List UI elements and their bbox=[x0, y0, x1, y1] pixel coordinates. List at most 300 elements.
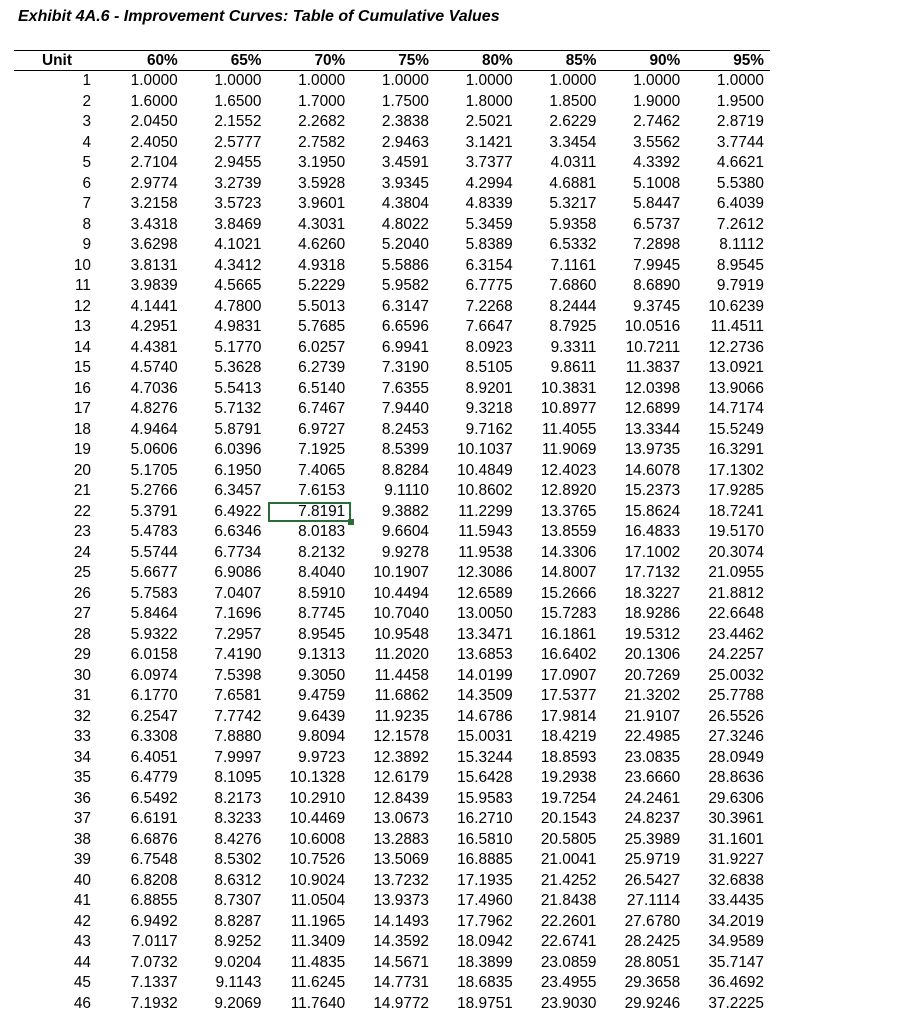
value-cell[interactable]: 1.0000 bbox=[381, 72, 429, 89]
value-cell[interactable]: 6.4922 bbox=[214, 502, 262, 520]
value-cell[interactable]: 6.3308 bbox=[130, 728, 178, 745]
value-cell[interactable]: 9.9278 bbox=[381, 543, 429, 561]
value-cell[interactable]: 5.4783 bbox=[130, 523, 178, 540]
value-cell[interactable]: 17.1002 bbox=[624, 543, 681, 561]
value-cell[interactable]: 4.4381 bbox=[130, 338, 178, 356]
value-cell[interactable]: 9.3745 bbox=[633, 297, 681, 315]
unit-cell[interactable]: 14 bbox=[73, 338, 91, 356]
value-cell[interactable]: 6.1770 bbox=[130, 687, 178, 704]
value-cell[interactable]: 4.3412 bbox=[214, 256, 262, 274]
value-cell[interactable]: 8.1095 bbox=[214, 769, 262, 786]
value-cell[interactable]: 24.2461 bbox=[624, 789, 681, 807]
unit-cell[interactable]: 1 bbox=[82, 72, 91, 89]
value-cell[interactable]: 14.3592 bbox=[373, 933, 429, 950]
value-cell[interactable]: 4.1441 bbox=[130, 297, 178, 315]
value-cell[interactable]: 25.3989 bbox=[624, 830, 681, 848]
value-cell[interactable]: 13.5069 bbox=[373, 851, 429, 868]
value-cell[interactable]: 33.4435 bbox=[708, 892, 764, 909]
unit-cell[interactable]: 9 bbox=[82, 236, 91, 253]
value-cell[interactable]: 4.5740 bbox=[130, 359, 178, 376]
value-cell[interactable]: 5.8389 bbox=[465, 236, 513, 253]
value-cell[interactable]: 6.2547 bbox=[130, 707, 178, 725]
value-cell[interactable]: 11.9235 bbox=[374, 707, 429, 725]
value-cell[interactable]: 6.6191 bbox=[130, 810, 178, 827]
value-cell[interactable]: 4.2994 bbox=[465, 174, 513, 192]
selected-cell[interactable]: 7.8191 bbox=[268, 502, 352, 523]
value-cell[interactable]: 18.3227 bbox=[624, 584, 681, 602]
value-cell[interactable]: 12.8920 bbox=[540, 482, 597, 499]
unit-cell[interactable]: 22 bbox=[73, 502, 91, 520]
value-cell[interactable]: 6.0257 bbox=[298, 338, 346, 356]
value-cell[interactable]: 10.4469 bbox=[289, 810, 346, 827]
value-cell[interactable]: 28.8051 bbox=[624, 953, 681, 971]
value-cell[interactable]: 10.3831 bbox=[540, 379, 597, 397]
value-cell[interactable]: 27.1114 bbox=[626, 892, 681, 909]
value-cell[interactable]: 19.5312 bbox=[624, 625, 681, 643]
value-cell[interactable]: 8.7307 bbox=[214, 892, 262, 909]
value-cell[interactable]: 21.0041 bbox=[540, 851, 597, 868]
value-cell[interactable]: 17.1935 bbox=[457, 871, 513, 889]
value-cell[interactable]: 7.0117 bbox=[131, 933, 178, 950]
unit-cell[interactable]: 23 bbox=[73, 523, 91, 540]
value-cell[interactable]: 16.3291 bbox=[708, 441, 764, 458]
value-cell[interactable]: 3.9839 bbox=[130, 277, 178, 294]
value-cell[interactable]: 22.4985 bbox=[624, 728, 681, 745]
value-cell[interactable]: 3.6298 bbox=[130, 236, 178, 253]
value-cell[interactable]: 5.8447 bbox=[633, 195, 681, 212]
value-cell[interactable]: 3.8131 bbox=[130, 256, 178, 274]
value-cell[interactable]: 7.2268 bbox=[465, 297, 513, 315]
value-cell[interactable]: 7.7742 bbox=[214, 707, 262, 725]
unit-cell[interactable]: 24 bbox=[73, 543, 91, 561]
unit-cell[interactable]: 43 bbox=[73, 933, 91, 950]
value-cell[interactable]: 14.0199 bbox=[457, 666, 513, 684]
unit-cell[interactable]: 12 bbox=[73, 297, 91, 315]
value-cell[interactable]: 17.0907 bbox=[540, 666, 597, 684]
unit-cell[interactable]: 17 bbox=[73, 400, 91, 417]
value-cell[interactable]: 8.7745 bbox=[298, 605, 346, 622]
value-cell[interactable]: 1.0000 bbox=[214, 72, 262, 89]
value-cell[interactable]: 14.3306 bbox=[540, 543, 597, 561]
value-cell[interactable]: 20.3074 bbox=[708, 543, 764, 561]
value-cell[interactable]: 1.0000 bbox=[465, 72, 513, 89]
header-cell-70[interactable]: 70% bbox=[268, 51, 352, 71]
unit-cell[interactable]: 42 bbox=[73, 912, 91, 930]
header-cell-unit[interactable]: Unit bbox=[14, 51, 100, 71]
unit-cell[interactable]: 8 bbox=[82, 215, 91, 233]
value-cell[interactable]: 10.8602 bbox=[457, 482, 513, 499]
value-cell[interactable]: 6.8208 bbox=[130, 871, 178, 889]
value-cell[interactable]: 9.4759 bbox=[298, 687, 346, 704]
value-cell[interactable]: 11.4055 bbox=[542, 420, 597, 438]
value-cell[interactable]: 8.2444 bbox=[549, 297, 597, 315]
value-cell[interactable]: 4.5665 bbox=[214, 277, 262, 294]
value-cell[interactable]: 6.5737 bbox=[633, 215, 681, 233]
value-cell[interactable]: 5.7583 bbox=[130, 584, 178, 602]
value-cell[interactable]: 28.0949 bbox=[708, 748, 764, 766]
value-cell[interactable]: 31.1601 bbox=[708, 830, 764, 848]
value-cell[interactable]: 7.1161 bbox=[550, 256, 597, 274]
value-cell[interactable]: 6.3154 bbox=[465, 256, 513, 274]
value-cell[interactable]: 5.3628 bbox=[214, 359, 262, 376]
value-cell[interactable]: 5.3791 bbox=[130, 502, 178, 520]
value-cell[interactable]: 13.0050 bbox=[457, 605, 513, 622]
value-cell[interactable]: 6.4051 bbox=[130, 748, 178, 766]
value-cell[interactable]: 36.4692 bbox=[708, 974, 764, 991]
value-cell[interactable]: 4.6621 bbox=[716, 154, 764, 171]
unit-cell[interactable]: 4 bbox=[82, 133, 91, 151]
value-cell[interactable]: 1.0000 bbox=[716, 72, 764, 89]
unit-cell[interactable]: 11 bbox=[75, 277, 91, 294]
value-cell[interactable]: 1.0000 bbox=[633, 72, 681, 89]
value-cell[interactable]: 21.8438 bbox=[540, 892, 597, 909]
value-cell[interactable]: 17.1302 bbox=[708, 461, 764, 479]
unit-cell[interactable]: 34 bbox=[73, 748, 91, 766]
value-cell[interactable]: 6.9086 bbox=[214, 564, 262, 581]
value-cell[interactable]: 7.6355 bbox=[381, 379, 429, 397]
value-cell[interactable]: 5.8464 bbox=[130, 605, 178, 622]
value-cell[interactable]: 16.4833 bbox=[624, 523, 681, 540]
value-cell[interactable]: 12.8439 bbox=[373, 789, 429, 807]
unit-cell[interactable]: 6 bbox=[82, 174, 91, 192]
value-cell[interactable]: 7.3190 bbox=[381, 359, 429, 376]
value-cell[interactable]: 6.3457 bbox=[214, 482, 262, 499]
value-cell[interactable]: 11.6862 bbox=[374, 687, 429, 704]
value-cell[interactable]: 4.7036 bbox=[130, 379, 178, 397]
value-cell[interactable]: 2.6229 bbox=[549, 113, 597, 130]
value-cell[interactable]: 37.2225 bbox=[708, 994, 764, 1012]
value-cell[interactable]: 6.6346 bbox=[214, 523, 262, 540]
value-cell[interactable]: 9.1143 bbox=[215, 974, 262, 991]
unit-cell[interactable]: 3 bbox=[82, 113, 91, 130]
value-cell[interactable]: 6.6876 bbox=[130, 830, 178, 848]
value-cell[interactable]: 12.4023 bbox=[540, 461, 597, 479]
value-cell[interactable]: 7.9997 bbox=[214, 748, 262, 766]
value-cell[interactable]: 27.3246 bbox=[708, 728, 764, 745]
value-cell[interactable]: 11.0504 bbox=[290, 892, 346, 909]
unit-cell[interactable]: 2 bbox=[82, 92, 91, 110]
value-cell[interactable]: 6.0396 bbox=[214, 441, 262, 458]
value-cell[interactable]: 4.8022 bbox=[381, 215, 429, 233]
value-cell[interactable]: 3.1421 bbox=[465, 133, 513, 151]
value-cell[interactable]: 1.6500 bbox=[214, 92, 262, 110]
value-cell[interactable]: 3.9345 bbox=[381, 174, 429, 192]
value-cell[interactable]: 23.6660 bbox=[624, 769, 681, 786]
value-cell[interactable]: 9.1313 bbox=[298, 646, 346, 663]
value-cell[interactable]: 6.6596 bbox=[381, 318, 429, 335]
unit-cell[interactable]: 16 bbox=[73, 379, 91, 397]
value-cell[interactable]: 2.5777 bbox=[214, 133, 262, 151]
unit-cell[interactable]: 5 bbox=[82, 154, 91, 171]
value-cell[interactable]: 10.9024 bbox=[289, 871, 346, 889]
value-cell[interactable]: 5.3217 bbox=[549, 195, 597, 212]
value-cell[interactable]: 8.8287 bbox=[214, 912, 262, 930]
value-cell[interactable]: 6.1950 bbox=[214, 461, 262, 479]
value-cell[interactable]: 29.3658 bbox=[624, 974, 681, 991]
value-cell[interactable]: 15.3244 bbox=[457, 748, 513, 766]
value-cell[interactable]: 30.3961 bbox=[708, 810, 764, 827]
unit-cell[interactable]: 31 bbox=[73, 687, 91, 704]
unit-cell[interactable]: 39 bbox=[73, 851, 91, 868]
value-cell[interactable]: 6.7467 bbox=[298, 400, 346, 417]
value-cell[interactable]: 8.5105 bbox=[465, 359, 513, 376]
unit-cell[interactable]: 38 bbox=[73, 830, 91, 848]
value-cell[interactable]: 4.7800 bbox=[214, 297, 262, 315]
value-cell[interactable]: 5.2229 bbox=[298, 277, 346, 294]
value-cell[interactable]: 2.5021 bbox=[465, 113, 513, 130]
value-cell[interactable]: 5.5886 bbox=[381, 256, 429, 274]
header-cell-65[interactable]: 65% bbox=[184, 51, 268, 71]
value-cell[interactable]: 9.0204 bbox=[214, 953, 262, 971]
value-cell[interactable]: 16.8885 bbox=[457, 851, 513, 868]
value-cell[interactable]: 10.0516 bbox=[624, 318, 681, 335]
value-cell[interactable]: 13.6853 bbox=[457, 646, 513, 663]
value-cell[interactable]: 11.2299 bbox=[458, 502, 513, 520]
value-cell[interactable]: 3.7744 bbox=[716, 133, 764, 151]
value-cell[interactable]: 1.9500 bbox=[716, 92, 764, 110]
value-cell[interactable]: 8.5399 bbox=[381, 441, 429, 458]
value-cell[interactable]: 11.1965 bbox=[290, 912, 346, 930]
value-cell[interactable]: 8.5302 bbox=[214, 851, 262, 868]
value-cell[interactable]: 12.6589 bbox=[457, 584, 513, 602]
value-cell[interactable]: 8.9545 bbox=[716, 256, 764, 274]
value-cell[interactable]: 13.3344 bbox=[624, 420, 681, 438]
unit-cell[interactable]: 36 bbox=[73, 789, 91, 807]
value-cell[interactable]: 17.9285 bbox=[708, 482, 764, 499]
value-cell[interactable]: 5.6677 bbox=[130, 564, 178, 581]
value-cell[interactable]: 2.7462 bbox=[633, 113, 681, 130]
value-cell[interactable]: 2.4050 bbox=[130, 133, 178, 151]
value-cell[interactable]: 7.9945 bbox=[633, 256, 681, 274]
value-cell[interactable]: 10.9548 bbox=[373, 625, 429, 643]
value-cell[interactable]: 17.7132 bbox=[624, 564, 681, 581]
value-cell[interactable]: 5.2766 bbox=[130, 482, 178, 499]
unit-cell[interactable]: 29 bbox=[73, 646, 91, 663]
value-cell[interactable]: 12.0398 bbox=[624, 379, 681, 397]
value-cell[interactable]: 18.3899 bbox=[457, 953, 513, 971]
value-cell[interactable]: 16.1861 bbox=[540, 625, 597, 643]
value-cell[interactable]: 21.3202 bbox=[624, 687, 681, 704]
value-cell[interactable]: 11.5943 bbox=[458, 523, 513, 540]
value-cell[interactable]: 13.2883 bbox=[373, 830, 429, 848]
value-cell[interactable]: 25.7788 bbox=[708, 687, 764, 704]
value-cell[interactable]: 2.8719 bbox=[716, 113, 764, 130]
value-cell[interactable]: 9.3311 bbox=[550, 338, 597, 356]
unit-cell[interactable]: 27 bbox=[73, 605, 91, 622]
value-cell[interactable]: 31.9227 bbox=[708, 851, 764, 868]
value-cell[interactable]: 15.7283 bbox=[540, 605, 597, 622]
value-cell[interactable]: 9.1110 bbox=[384, 482, 429, 499]
value-cell[interactable]: 5.1008 bbox=[633, 174, 681, 192]
value-cell[interactable]: 8.9252 bbox=[214, 933, 262, 950]
value-cell[interactable]: 4.2951 bbox=[130, 318, 178, 335]
unit-cell[interactable]: 25 bbox=[73, 564, 91, 581]
value-cell[interactable]: 1.8000 bbox=[465, 92, 513, 110]
value-cell[interactable]: 12.6179 bbox=[373, 769, 429, 786]
value-cell[interactable]: 11.7640 bbox=[290, 994, 346, 1012]
value-cell[interactable]: 12.3892 bbox=[373, 748, 429, 766]
value-cell[interactable]: 13.9066 bbox=[708, 379, 764, 397]
value-cell[interactable]: 24.2257 bbox=[708, 646, 764, 663]
value-cell[interactable]: 8.2173 bbox=[214, 789, 262, 807]
value-cell[interactable]: 10.4494 bbox=[373, 584, 429, 602]
value-cell[interactable]: 9.3218 bbox=[465, 400, 513, 417]
value-cell[interactable]: 25.0032 bbox=[708, 666, 764, 684]
value-cell[interactable]: 7.0732 bbox=[130, 953, 178, 971]
value-cell[interactable]: 14.8007 bbox=[540, 564, 597, 581]
value-cell[interactable]: 14.6078 bbox=[624, 461, 681, 479]
value-cell[interactable]: 5.7132 bbox=[214, 400, 262, 417]
unit-cell[interactable]: 41 bbox=[73, 892, 91, 909]
value-cell[interactable]: 10.8977 bbox=[540, 400, 597, 417]
value-cell[interactable]: 8.5910 bbox=[298, 584, 346, 602]
value-cell[interactable]: 35.7147 bbox=[708, 953, 764, 971]
unit-cell[interactable]: 28 bbox=[73, 625, 91, 643]
value-cell[interactable]: 3.2739 bbox=[214, 174, 262, 192]
value-cell[interactable]: 26.5526 bbox=[708, 707, 764, 725]
value-cell[interactable]: 29.9246 bbox=[624, 994, 681, 1012]
value-cell[interactable]: 19.7254 bbox=[540, 789, 597, 807]
value-cell[interactable]: 2.9463 bbox=[381, 133, 429, 151]
value-cell[interactable]: 8.7925 bbox=[549, 318, 597, 335]
value-cell[interactable]: 5.5013 bbox=[298, 297, 346, 315]
value-cell[interactable]: 10.1037 bbox=[457, 441, 513, 458]
value-cell[interactable]: 3.5723 bbox=[214, 195, 262, 212]
value-cell[interactable]: 4.9318 bbox=[298, 256, 346, 274]
value-cell[interactable]: 7.1696 bbox=[214, 605, 262, 622]
value-cell[interactable]: 3.7377 bbox=[465, 154, 513, 171]
value-cell[interactable]: 5.0606 bbox=[130, 441, 178, 458]
value-cell[interactable]: 10.6008 bbox=[289, 830, 346, 848]
header-cell-60[interactable]: 60% bbox=[100, 51, 184, 71]
value-cell[interactable]: 1.9000 bbox=[633, 92, 681, 110]
value-cell[interactable]: 20.7269 bbox=[624, 666, 681, 684]
value-cell[interactable]: 5.9582 bbox=[381, 277, 429, 294]
value-cell[interactable]: 4.1021 bbox=[214, 236, 262, 253]
value-cell[interactable]: 13.0921 bbox=[708, 359, 764, 376]
value-cell[interactable]: 18.6835 bbox=[457, 974, 513, 991]
value-cell[interactable]: 7.4190 bbox=[214, 646, 262, 663]
value-cell[interactable]: 10.1328 bbox=[289, 769, 346, 786]
value-cell[interactable]: 5.7685 bbox=[298, 318, 346, 335]
value-cell[interactable]: 4.9464 bbox=[130, 420, 178, 438]
value-cell[interactable]: 1.7000 bbox=[298, 92, 346, 110]
unit-cell[interactable]: 21 bbox=[73, 482, 91, 499]
value-cell[interactable]: 9.6604 bbox=[381, 523, 429, 540]
value-cell[interactable]: 17.9814 bbox=[540, 707, 597, 725]
value-cell[interactable]: 3.3454 bbox=[549, 133, 597, 151]
value-cell[interactable]: 4.8276 bbox=[130, 400, 178, 417]
unit-cell[interactable]: 35 bbox=[73, 769, 91, 786]
value-cell[interactable]: 9.2069 bbox=[214, 994, 262, 1012]
value-cell[interactable]: 2.0450 bbox=[130, 113, 178, 130]
value-cell[interactable]: 14.6786 bbox=[457, 707, 513, 725]
value-cell[interactable]: 2.9455 bbox=[214, 154, 262, 171]
value-cell[interactable]: 9.3050 bbox=[298, 666, 346, 684]
value-cell[interactable]: 11.3837 bbox=[625, 359, 681, 376]
value-cell[interactable]: 1.7500 bbox=[381, 92, 429, 110]
value-cell[interactable]: 23.0835 bbox=[624, 748, 681, 766]
value-cell[interactable]: 17.4960 bbox=[457, 892, 513, 909]
value-cell[interactable]: 3.4318 bbox=[130, 215, 178, 233]
header-cell-95[interactable]: 95% bbox=[686, 51, 770, 71]
value-cell[interactable]: 5.5380 bbox=[716, 174, 764, 192]
value-cell[interactable]: 4.6260 bbox=[298, 236, 346, 253]
value-cell[interactable]: 19.2938 bbox=[540, 769, 597, 786]
value-cell[interactable]: 22.2601 bbox=[540, 912, 597, 930]
value-cell[interactable]: 9.8611 bbox=[550, 359, 597, 376]
value-cell[interactable]: 6.0158 bbox=[130, 646, 178, 663]
value-cell[interactable]: 7.6581 bbox=[214, 687, 262, 704]
header-cell-80[interactable]: 80% bbox=[435, 51, 519, 71]
value-cell[interactable]: 20.1306 bbox=[624, 646, 681, 663]
value-cell[interactable]: 13.9373 bbox=[373, 892, 429, 909]
value-cell[interactable]: 11.3409 bbox=[290, 933, 346, 950]
value-cell[interactable]: 8.8284 bbox=[381, 461, 429, 479]
value-cell[interactable]: 14.7174 bbox=[708, 400, 764, 417]
value-cell[interactable]: 1.0000 bbox=[130, 72, 178, 89]
value-cell[interactable]: 27.6780 bbox=[624, 912, 681, 930]
value-cell[interactable]: 7.6647 bbox=[465, 318, 513, 335]
value-cell[interactable]: 8.0923 bbox=[465, 338, 513, 356]
value-cell[interactable]: 16.6402 bbox=[540, 646, 597, 663]
value-cell[interactable]: 6.7548 bbox=[130, 851, 178, 868]
value-cell[interactable]: 17.7962 bbox=[457, 912, 513, 930]
value-cell[interactable]: 18.9286 bbox=[624, 605, 681, 622]
value-cell[interactable]: 3.8469 bbox=[214, 215, 262, 233]
value-cell[interactable]: 15.6428 bbox=[457, 769, 513, 786]
value-cell[interactable]: 2.2682 bbox=[298, 113, 346, 130]
value-cell[interactable]: 16.5810 bbox=[457, 830, 513, 848]
value-cell[interactable]: 5.1770 bbox=[214, 338, 262, 356]
value-cell[interactable]: 3.9601 bbox=[298, 195, 346, 212]
value-cell[interactable]: 10.2910 bbox=[289, 789, 346, 807]
unit-cell[interactable]: 45 bbox=[73, 974, 91, 991]
value-cell[interactable]: 8.4276 bbox=[214, 830, 262, 848]
value-cell[interactable]: 7.2898 bbox=[633, 236, 681, 253]
unit-cell[interactable]: 13 bbox=[73, 318, 91, 335]
value-cell[interactable]: 23.0859 bbox=[540, 953, 597, 971]
value-cell[interactable]: 18.9751 bbox=[457, 994, 513, 1012]
value-cell[interactable]: 20.1543 bbox=[540, 810, 597, 827]
value-cell[interactable]: 25.9719 bbox=[624, 851, 681, 868]
value-cell[interactable]: 7.2612 bbox=[716, 215, 764, 233]
unit-cell[interactable]: 15 bbox=[73, 359, 91, 376]
value-cell[interactable]: 7.6860 bbox=[549, 277, 597, 294]
value-cell[interactable]: 22.6648 bbox=[708, 605, 764, 622]
value-cell[interactable]: 4.6881 bbox=[549, 174, 597, 192]
unit-cell[interactable]: 10 bbox=[73, 256, 91, 274]
value-cell[interactable]: 14.3509 bbox=[457, 687, 513, 704]
value-cell[interactable]: 14.7731 bbox=[373, 974, 429, 991]
value-cell[interactable]: 13.3765 bbox=[540, 502, 597, 520]
value-cell[interactable]: 11.9538 bbox=[458, 543, 513, 561]
value-cell[interactable]: 8.4040 bbox=[298, 564, 346, 581]
value-cell[interactable]: 1.8500 bbox=[549, 92, 597, 110]
value-cell[interactable]: 6.5140 bbox=[298, 379, 346, 397]
value-cell[interactable]: 12.3086 bbox=[457, 564, 513, 581]
value-cell[interactable]: 14.5671 bbox=[373, 953, 429, 971]
value-cell[interactable]: 21.8812 bbox=[708, 584, 764, 602]
value-cell[interactable]: 4.0311 bbox=[550, 154, 597, 171]
value-cell[interactable]: 9.6439 bbox=[298, 707, 346, 725]
value-cell[interactable]: 5.1705 bbox=[130, 461, 178, 479]
value-cell[interactable]: 7.4065 bbox=[298, 461, 346, 479]
value-cell[interactable]: 8.6890 bbox=[633, 277, 681, 294]
value-cell[interactable]: 7.2957 bbox=[214, 625, 262, 643]
value-cell[interactable]: 3.2158 bbox=[130, 195, 178, 212]
value-cell[interactable]: 7.1925 bbox=[298, 441, 346, 458]
